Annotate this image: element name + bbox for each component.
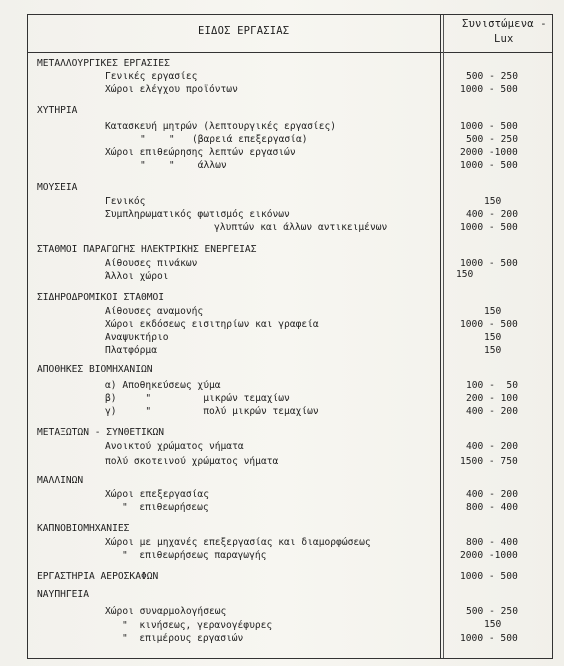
row-label: γλυπτών και άλλων αντικειμένων (214, 222, 388, 233)
row-lux: 400 - 200 (466, 489, 518, 500)
row-label: " επιθεωρήσεως παραγωγής (122, 550, 267, 561)
row-lux: 150 (484, 619, 502, 630)
row-label: Συμπληρωματικός φωτισμός εικόνων (105, 209, 290, 220)
row-lux: 800 - 400 (466, 502, 518, 513)
category-heading: ΕΡΓΑΣΤΗΡΙΑ ΑΕΡΟΣΚΑΦΩΝ (37, 571, 159, 582)
row-lux: 150 (484, 306, 502, 317)
row-label: Άλλοι χώροι (105, 271, 169, 282)
row-label: πολύ σκοτεινού χρώματος νήματα (105, 456, 279, 467)
row-label: Πλατφόρμα (105, 345, 157, 356)
row-label: Γενικός (105, 196, 146, 207)
category-heading: ΜΑΛΛΙΝΩΝ (37, 475, 84, 486)
lux-table (27, 14, 553, 659)
row-lux: 1000 - 500 (460, 160, 518, 171)
row-label: " κινήσεως, γερανογέφυρες (122, 620, 273, 631)
header-divider (28, 52, 552, 53)
row-lux: 1000 - 500 (460, 633, 518, 644)
row-label: " επιμέρους εργασιών (122, 633, 244, 644)
category-heading: ΝΑΥΠΗΓΕΙΑ (37, 589, 89, 600)
row-lux: 500 - 250 (466, 71, 518, 82)
row-label: α) Αποθηκεύσεως χύμα (105, 380, 221, 391)
row-lux: 1000 - 500 (460, 222, 518, 233)
category-heading: ΜΕΤΑΞΩΤΩΝ - ΣΥΝΘΕΤΙΚΩΝ (37, 427, 165, 438)
row-lux: 400 - 200 (466, 209, 518, 220)
row-label: γ) " πολύ μικρών τεμαχίων (105, 406, 319, 417)
column-divider-inner (443, 15, 444, 658)
row-lux: 500 - 250 (466, 606, 518, 617)
row-label: " επιθεωρήσεως (122, 502, 209, 513)
category-heading: ΑΠΟΘΗΚΕΣ ΒΙΟΜΗΧΑΝΙΩΝ (37, 364, 153, 375)
row-label: Χώροι επεξεργασίας (105, 489, 209, 500)
row-label: Αίθουσες αναμονής (105, 306, 204, 317)
row-lux: 1500 - 750 (460, 456, 518, 467)
row-lux: 1000 - 500 (460, 258, 518, 269)
header-lux-unit: Lux (494, 33, 514, 45)
row-lux: 150 (484, 196, 502, 207)
row-label: Γενικές εργασίες (105, 71, 198, 82)
row-lux: 150 (456, 269, 474, 280)
row-lux: 500 - 250 (466, 134, 518, 145)
category-heading: ΧΥΤΗΡΙΑ (37, 105, 78, 116)
row-label: Χώροι επιθεώρησης λεπτών εργασιών (105, 147, 296, 158)
row-lux: 150 (484, 345, 502, 356)
row-label: Ανοικτού χρώματος νήματα (105, 441, 244, 452)
category-heading: ΜΕΤΑΛΛΟΥΡΓΙΚΕΣ ΕΡΓΑΣΙΕΣ (37, 58, 170, 69)
row-lux: 400 - 200 (466, 406, 518, 417)
category-heading: ΚΑΠΝΟΒΙΟΜΗΧΑΝΙΕΣ (37, 523, 130, 534)
row-lux: 800 - 400 (466, 537, 518, 548)
row-lux: 2000 -1000 (460, 147, 518, 158)
row-label: Χώροι εκδόσεως εισιτηρίων και γραφεία (105, 319, 319, 330)
row-label: " " (βαρειά επεξεργασία) (140, 134, 308, 145)
row-label: Χώροι με μηχανές επεξεργασίας και διαμορφώσεως (105, 537, 371, 548)
row-label: Χώροι ελέγχου προϊόντων (105, 84, 238, 95)
row-label: " " άλλων (140, 160, 227, 171)
row-lux: 200 - 100 (466, 393, 518, 404)
row-label: β) " μικρών τεμαχίων (105, 393, 290, 404)
row-label: Αναψυκτήριο (105, 332, 169, 343)
row-lux: 1000 - 500 (460, 84, 518, 95)
row-lux: 1000 - 500 (460, 571, 518, 582)
row-lux: 2000 -1000 (460, 550, 518, 561)
row-label: Κατασκευή μητρών (λεπτουργικές εργασίες) (105, 121, 337, 132)
row-label: Χώροι συναρμολογήσεως (105, 606, 227, 617)
category-heading: ΣΤΑΘΜΟΙ ΠΑΡΑΓΩΓΗΣ ΗΛΕΚΤΡΙΚΗΣ ΕΝΕΡΓΕΙΑΣ (37, 244, 257, 255)
header-work-type: ΕΙΔΟΣ ΕΡΓΑΣΙΑΣ (198, 25, 290, 37)
row-lux: 400 - 200 (466, 441, 518, 452)
row-lux: 100 - 50 (466, 380, 518, 391)
header-recommended: Συνιστώμενα - (462, 18, 547, 30)
category-heading: ΜΟΥΣΕΙΑ (37, 182, 78, 193)
row-lux: 1000 - 500 (460, 319, 518, 330)
row-lux: 150 (484, 332, 502, 343)
row-label: Αίθουσες πινάκων (105, 258, 198, 269)
column-divider (440, 15, 441, 658)
row-lux: 1000 - 500 (460, 121, 518, 132)
category-heading: ΣΙΔΗΡΟΔΡΟΜΙΚΟΙ ΣΤΑΘΜΟΙ (37, 292, 165, 303)
